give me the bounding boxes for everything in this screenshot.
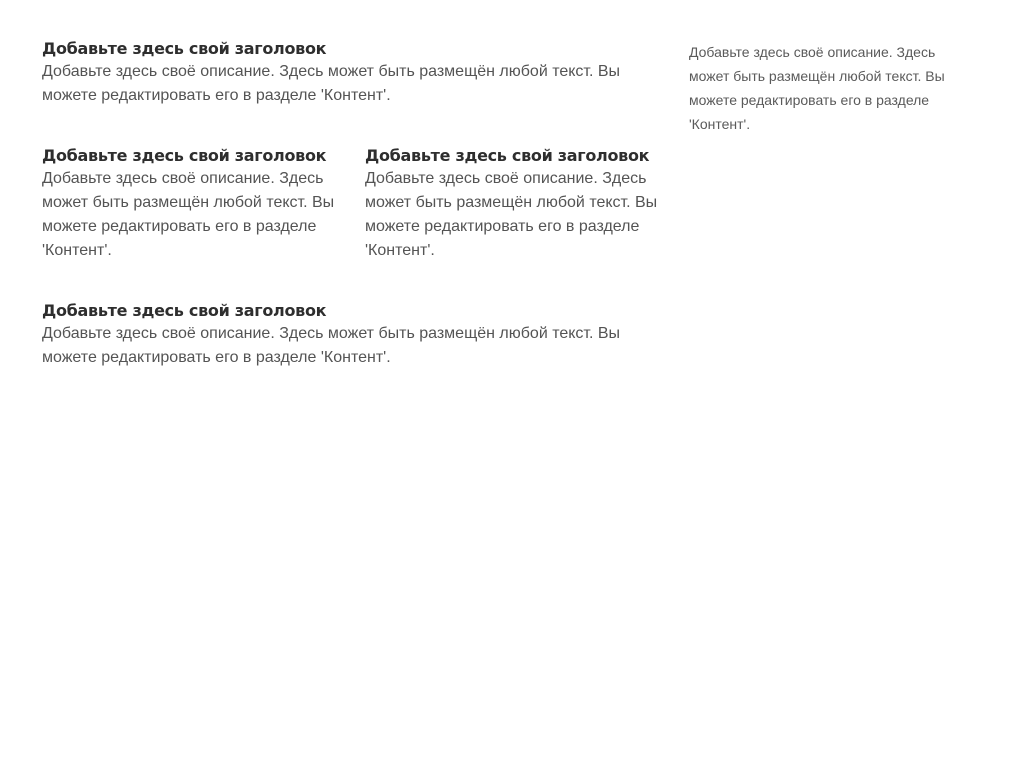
content-block-4 bbox=[42, 300, 652, 370]
content-block-description: Добавьте здесь своё описание. Здесь может быть размещён любой текст. Вы можете редактировать его в разделе 'Контент'. bbox=[42, 325, 621, 366]
content-block-3 bbox=[365, 145, 660, 263]
content-block-1 bbox=[42, 38, 652, 108]
sidebar-description-block bbox=[689, 40, 979, 136]
content-block-title: Добавьте здесь свой заголовок bbox=[42, 146, 327, 165]
content-block-title: Добавьте здесь свой заголовок bbox=[365, 146, 650, 165]
content-block-description: Добавьте здесь своё описание. Здесь может быть размещён любой текст. Вы можете редактировать его в разделе 'Контент'. bbox=[365, 170, 658, 259]
sidebar-description: Добавьте здесь своё описание. Здесь может быть размещён любой текст. Вы можете редактировать его в разделе 'Контент'. bbox=[689, 44, 945, 132]
content-block-description: Добавьте здесь своё описание. Здесь может быть размещён любой текст. Вы можете редактировать его в разделе 'Контент'. bbox=[42, 63, 621, 104]
content-block-description: Добавьте здесь своё описание. Здесь может быть размещён любой текст. Вы можете редактировать его в разделе 'Контент'. bbox=[42, 170, 335, 259]
content-block-title: Добавьте здесь свой заголовок bbox=[42, 301, 327, 320]
content-block-title: Добавьте здесь свой заголовок bbox=[42, 39, 327, 58]
content-block-2 bbox=[42, 145, 342, 263]
